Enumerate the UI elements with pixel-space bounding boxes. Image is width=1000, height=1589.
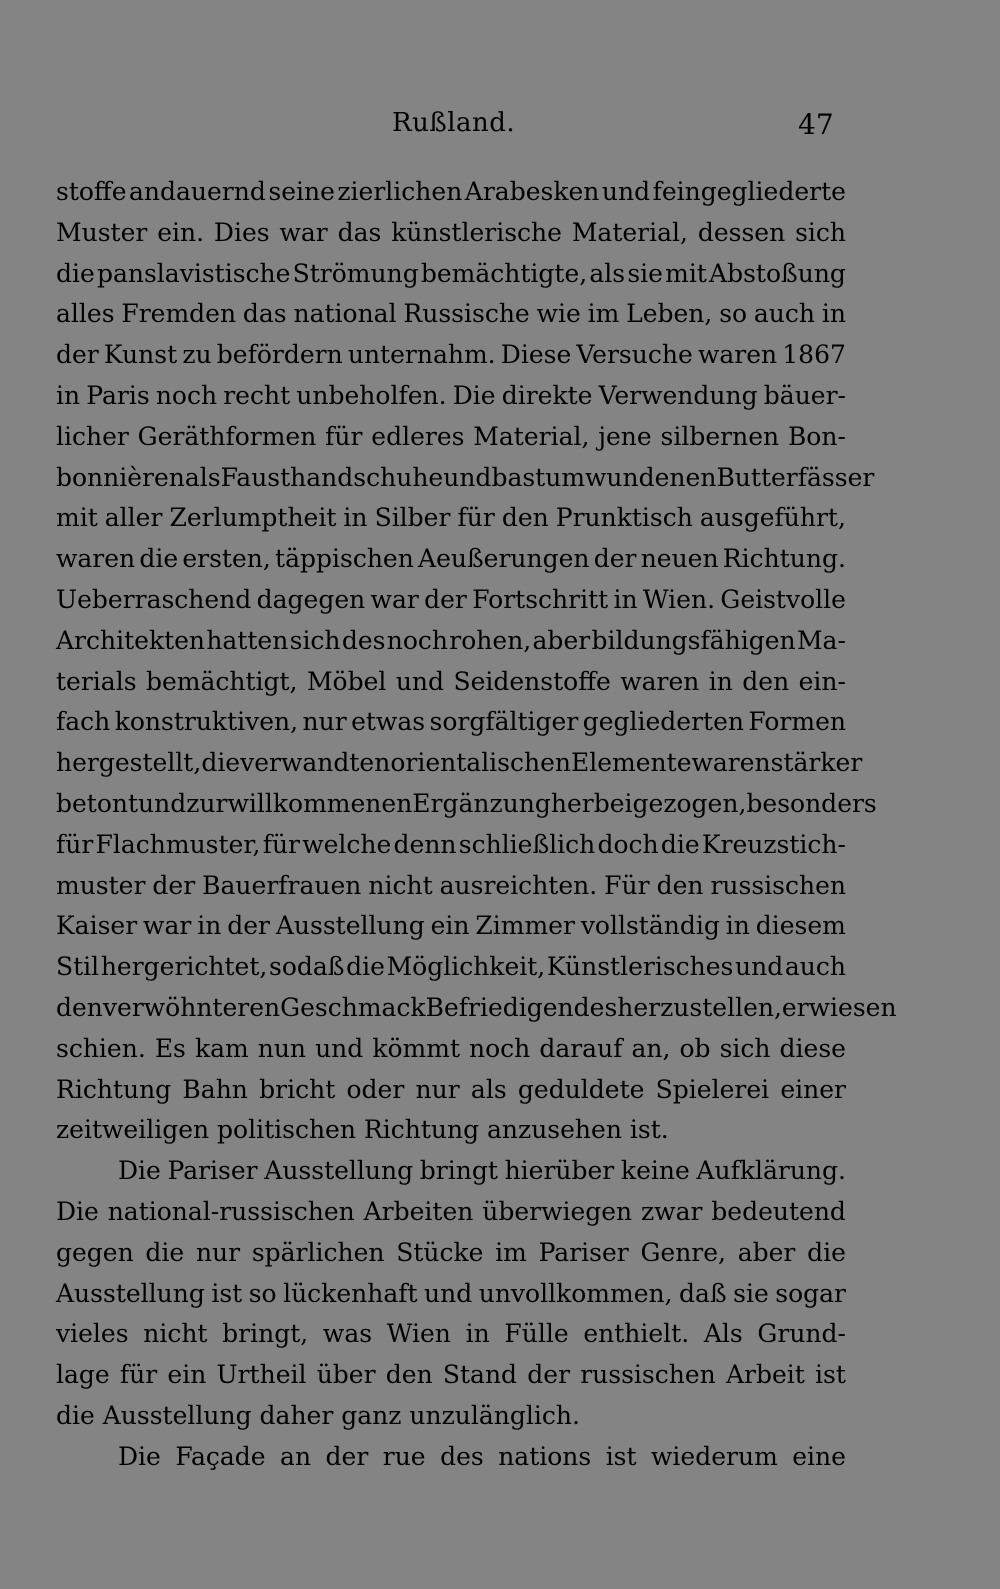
text-line: stoffe andauernd seine zierlichen Arabesken und feingegliederte: [56, 177, 846, 206]
text-line-paragraph-start: Die Façade an der rue des nations ist wiederum eine: [118, 1441, 846, 1471]
text-line: gegen die nur spärlichen Stücke im Pariser Genre, aber die: [56, 1237, 846, 1267]
text-line: muster der Bauerfrauen nicht ausreichten. Für den russischen: [56, 870, 846, 900]
running-head-title: Rußland.: [392, 108, 516, 138]
text-line: Ausstellung ist so lückenhaft und unvollkommen, daß sie sogar: [56, 1278, 846, 1308]
text-line: fach konstruktiven, nur etwas sorgfältiger gegliederten Formen: [56, 707, 846, 737]
text-line: die panslavistische Strömung bemächtigte, als sie mit Abstoßung: [56, 258, 846, 288]
text-line-paragraph-end: zeitweiligen politischen Richtung anzusehen ist.: [56, 1115, 669, 1145]
text-line: den verwöhnteren Geschmack Befriedigendes herzustellen, erwiesen: [56, 992, 897, 1022]
text-line-paragraph-end: die Ausstellung daher ganz unzulänglich.: [56, 1400, 580, 1430]
text-line: bonnièren als Fausthandschuhe und bastumwundenen Butterfässer: [56, 462, 875, 492]
text-line: vieles nicht bringt, was Wien in Fülle enthielt. Als Grund-: [56, 1319, 846, 1349]
text-line: Kaiser war in der Ausstellung ein Zimmer vollständig in diesem: [56, 911, 846, 941]
body-text: [56, 172, 897, 1478]
text-line: hergestellt, die verwandten orientalischen Elemente waren stärker: [56, 748, 863, 778]
text-line: Muster ein. Dies war das künstlerische Material, dessen sich: [56, 217, 846, 247]
page-number: 47: [798, 108, 834, 141]
text-line: lage für ein Urtheil über den Stand der russischen Arbeit ist: [56, 1360, 846, 1390]
text-line-paragraph-start: Die Pariser Ausstellung bringt hierüber keine Aufklärung.: [118, 1156, 846, 1186]
text-line: Die national-russischen Arbeiten überwiegen zwar bedeutend: [56, 1196, 846, 1226]
text-line: Ueberraschend dagegen war der Fortschritt in Wien. Geistvolle: [56, 584, 846, 614]
text-line: alles Fremden das national Russische wie im Leben, so auch in: [56, 299, 846, 329]
text-line: terials bemächtigt, Möbel und Seidenstoffe waren in den ein-: [56, 666, 846, 696]
text-line: Stil hergerichtet, sodaß die Möglichkeit, Künstlerisches und auch: [56, 952, 846, 982]
text-line: waren die ersten, täppischen Aeußerungen der neuen Richtung.: [56, 544, 846, 574]
text-line: für Flachmuster, für welche denn schließlich doch die Kreuzstich-: [56, 829, 846, 859]
text-line: mit aller Zerlumptheit in Silber für den Prunktisch ausgeführt,: [56, 503, 846, 533]
text-line: licher Geräthformen für edleres Material, jene silbernen Bon-: [56, 421, 846, 451]
text-line: der Kunst zu befördern unternahm. Diese Versuche waren 1867: [56, 340, 846, 370]
text-line: Richtung Bahn bricht oder nur als geduldete Spielerei einer: [56, 1074, 846, 1104]
text-line: schien. Es kam nun und kömmt noch darauf an, ob sich diese: [56, 1033, 846, 1063]
text-line: in Paris noch recht unbeholfen. Die direkte Verwendung bäuer-: [56, 380, 846, 410]
text-line: Architekten hatten sich des noch rohen, aber bildungsfähigen Ma-: [56, 625, 846, 655]
text-line: betont und zur willkommenen Ergänzung herbeigezogen, besonders: [56, 788, 877, 818]
